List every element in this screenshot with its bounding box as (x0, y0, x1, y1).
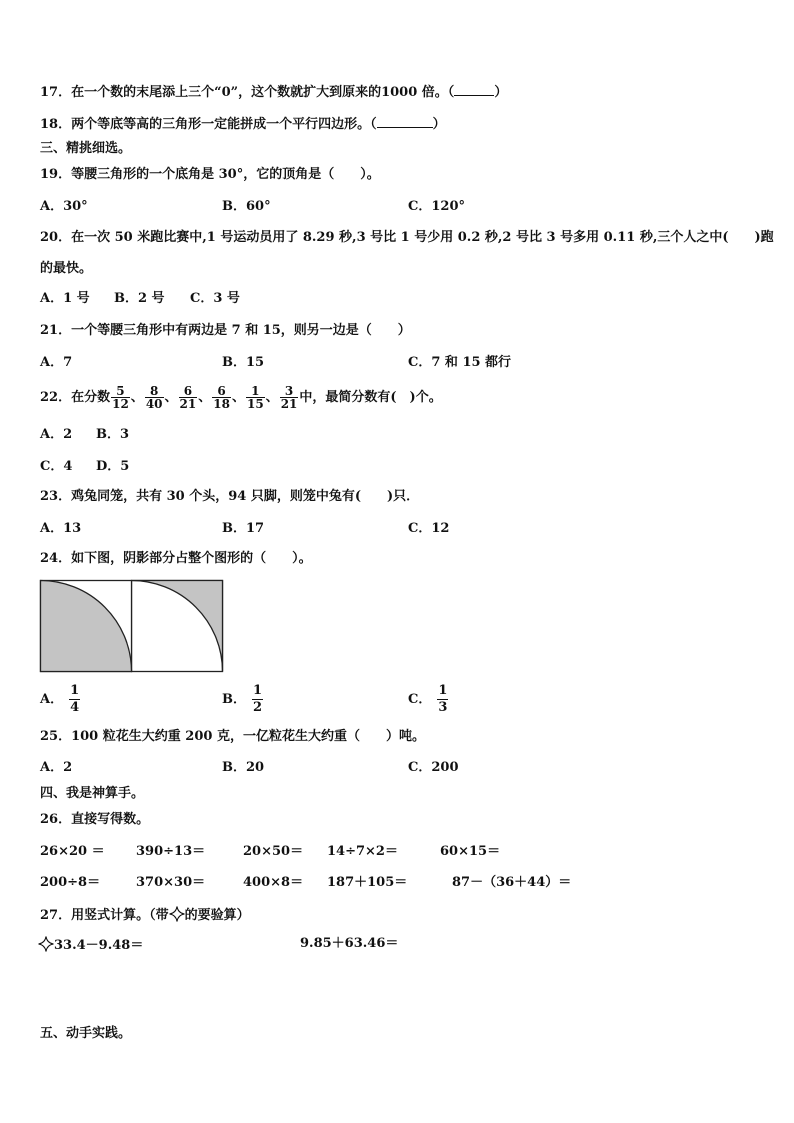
shaded-figure (39, 579, 225, 674)
question-27: 27．用竖式计算。（带 的要验算） (40, 908, 250, 923)
question-25-text: 25．100 粒花生大约重 200 克，一亿粒花生大约重（ ）吨。 (40, 729, 425, 744)
question-17: 17．在一个数的末尾添上三个“0”，这个数就扩大到原来的1000 倍。（ ） (40, 85, 508, 100)
question-24-text: 24．如下图，阴影部分占整个图形的（ ）。 (40, 551, 312, 566)
option-c[interactable]: C． $\frac{1}{3}$ (408, 683, 448, 715)
four-point-star-icon (38, 936, 54, 952)
option-d[interactable]: D．5 (96, 459, 130, 474)
answer-blank[interactable] (377, 115, 433, 128)
question-23-text: 23．鸡兔同笼，共有 30 个头，94 只脚，则笼中兔有( )只． (40, 489, 420, 504)
question-22-suffix: 中，最简分数有( )个。 (299, 390, 442, 405)
option-b[interactable]: B．20 (222, 760, 265, 775)
vertical-calc-item-2: 9.85＋63.46＝ (300, 936, 399, 951)
question-19-text: 19．等腰三角形的一个底角是 30°，它的顶角是（ ）。 (40, 167, 380, 182)
option-a[interactable]: A．30° (40, 199, 88, 214)
option-c[interactable]: C．7 和 15 都行 (408, 355, 512, 370)
calc-item: 26×20 ＝ (40, 844, 105, 859)
section-3-heading: 三、精挑细选。 (40, 141, 132, 156)
option-a[interactable]: A．2 (40, 760, 73, 775)
section-4-heading: 四、我是神算手。 (40, 786, 145, 801)
option-a[interactable]: A．2 (40, 427, 73, 442)
option-c[interactable]: C．200 (408, 760, 459, 775)
option-b[interactable]: B．3 (96, 427, 130, 442)
option-c[interactable]: C．4 (40, 459, 73, 474)
question-18: 18．两个等底等高的三角形一定能拼成一个平行四边形。（ ） (40, 117, 446, 132)
section-5-heading: 五、动手实践。 (40, 1026, 132, 1041)
fraction: $\frac{5}{12}$ (112, 384, 129, 411)
calc-item: 20×50＝ (243, 844, 304, 859)
option-b[interactable]: B．60° (222, 199, 271, 214)
four-point-star-icon (169, 906, 185, 922)
calc-item: 390÷13＝ (136, 844, 206, 859)
vertical-calc-item-1: 33.4－9.48＝ (38, 936, 143, 954)
calc-item: 370×30＝ (136, 875, 206, 890)
calc-item: 187＋105＝ (327, 875, 408, 890)
option-b[interactable]: B．17 (222, 521, 265, 536)
fraction: $\frac{8}{40}$ (145, 384, 163, 411)
fraction: $\frac{1}{15}$ (246, 384, 264, 411)
option-c[interactable]: C．12 (408, 521, 450, 536)
option-b[interactable]: B． $\frac{1}{2}$ (222, 683, 263, 715)
calc-item: 14÷7×2＝ (327, 844, 398, 859)
question-22-prefix: 22．在分数 (40, 390, 111, 405)
question-21-text: 21．一个等腰三角形中有两边是 7 和 15，则另一边是（ ） (40, 323, 411, 338)
question-18-text: 18．两个等底等高的三角形一定能拼成一个平行四边形。（ (40, 117, 377, 132)
answer-blank[interactable] (454, 83, 494, 96)
calc-item: 60×15＝ (440, 844, 501, 859)
question-20-line-1: 20．在一次 50 米跑比赛中,1 号运动员用了 8.29 秒,3 号比 1 号少用 0.2 秒,2 号比 3 号多用 0.11 秒,三个人之中( )跑 (40, 230, 774, 245)
option-c[interactable]: C．3 号 (190, 291, 240, 306)
calc-item: 87－（36＋44）＝ (452, 875, 572, 890)
question-22: 22．在分数 $\frac{5}{12}$ 、 $\frac{8}{40}$ 、 $\frac{6}{21}$ 、 $\frac{6}{18}$ 、 $\frac{1}{15}$ 、 $\frac{3}{21}$ 中，最简分数有( )个。 (40, 384, 442, 411)
fraction: $\frac{3}{21}$ (280, 384, 298, 411)
question-17-text: 17．在一个数的末尾添上三个“0”，这个数就扩大到原来的1000 倍。（ (40, 85, 455, 100)
option-a[interactable]: A． $\frac{1}{4}$ (40, 683, 80, 715)
option-b[interactable]: B．2 号 (114, 291, 165, 306)
question-20-line-2: 的最快。 (40, 261, 93, 276)
option-c[interactable]: C．120° (408, 199, 465, 214)
fraction: $\frac{6}{21}$ (179, 384, 197, 411)
calc-item: 400×8＝ (243, 875, 304, 890)
fraction: $\frac{6}{18}$ (213, 384, 230, 411)
option-b[interactable]: B．15 (222, 355, 265, 370)
option-a[interactable]: A．1 号 (40, 291, 90, 306)
option-a[interactable]: A．7 (40, 355, 73, 370)
option-a[interactable]: A．13 (40, 521, 82, 536)
question-26-text: 26．直接写得数。 (40, 812, 150, 827)
calc-item: 200÷8＝ (40, 875, 101, 890)
